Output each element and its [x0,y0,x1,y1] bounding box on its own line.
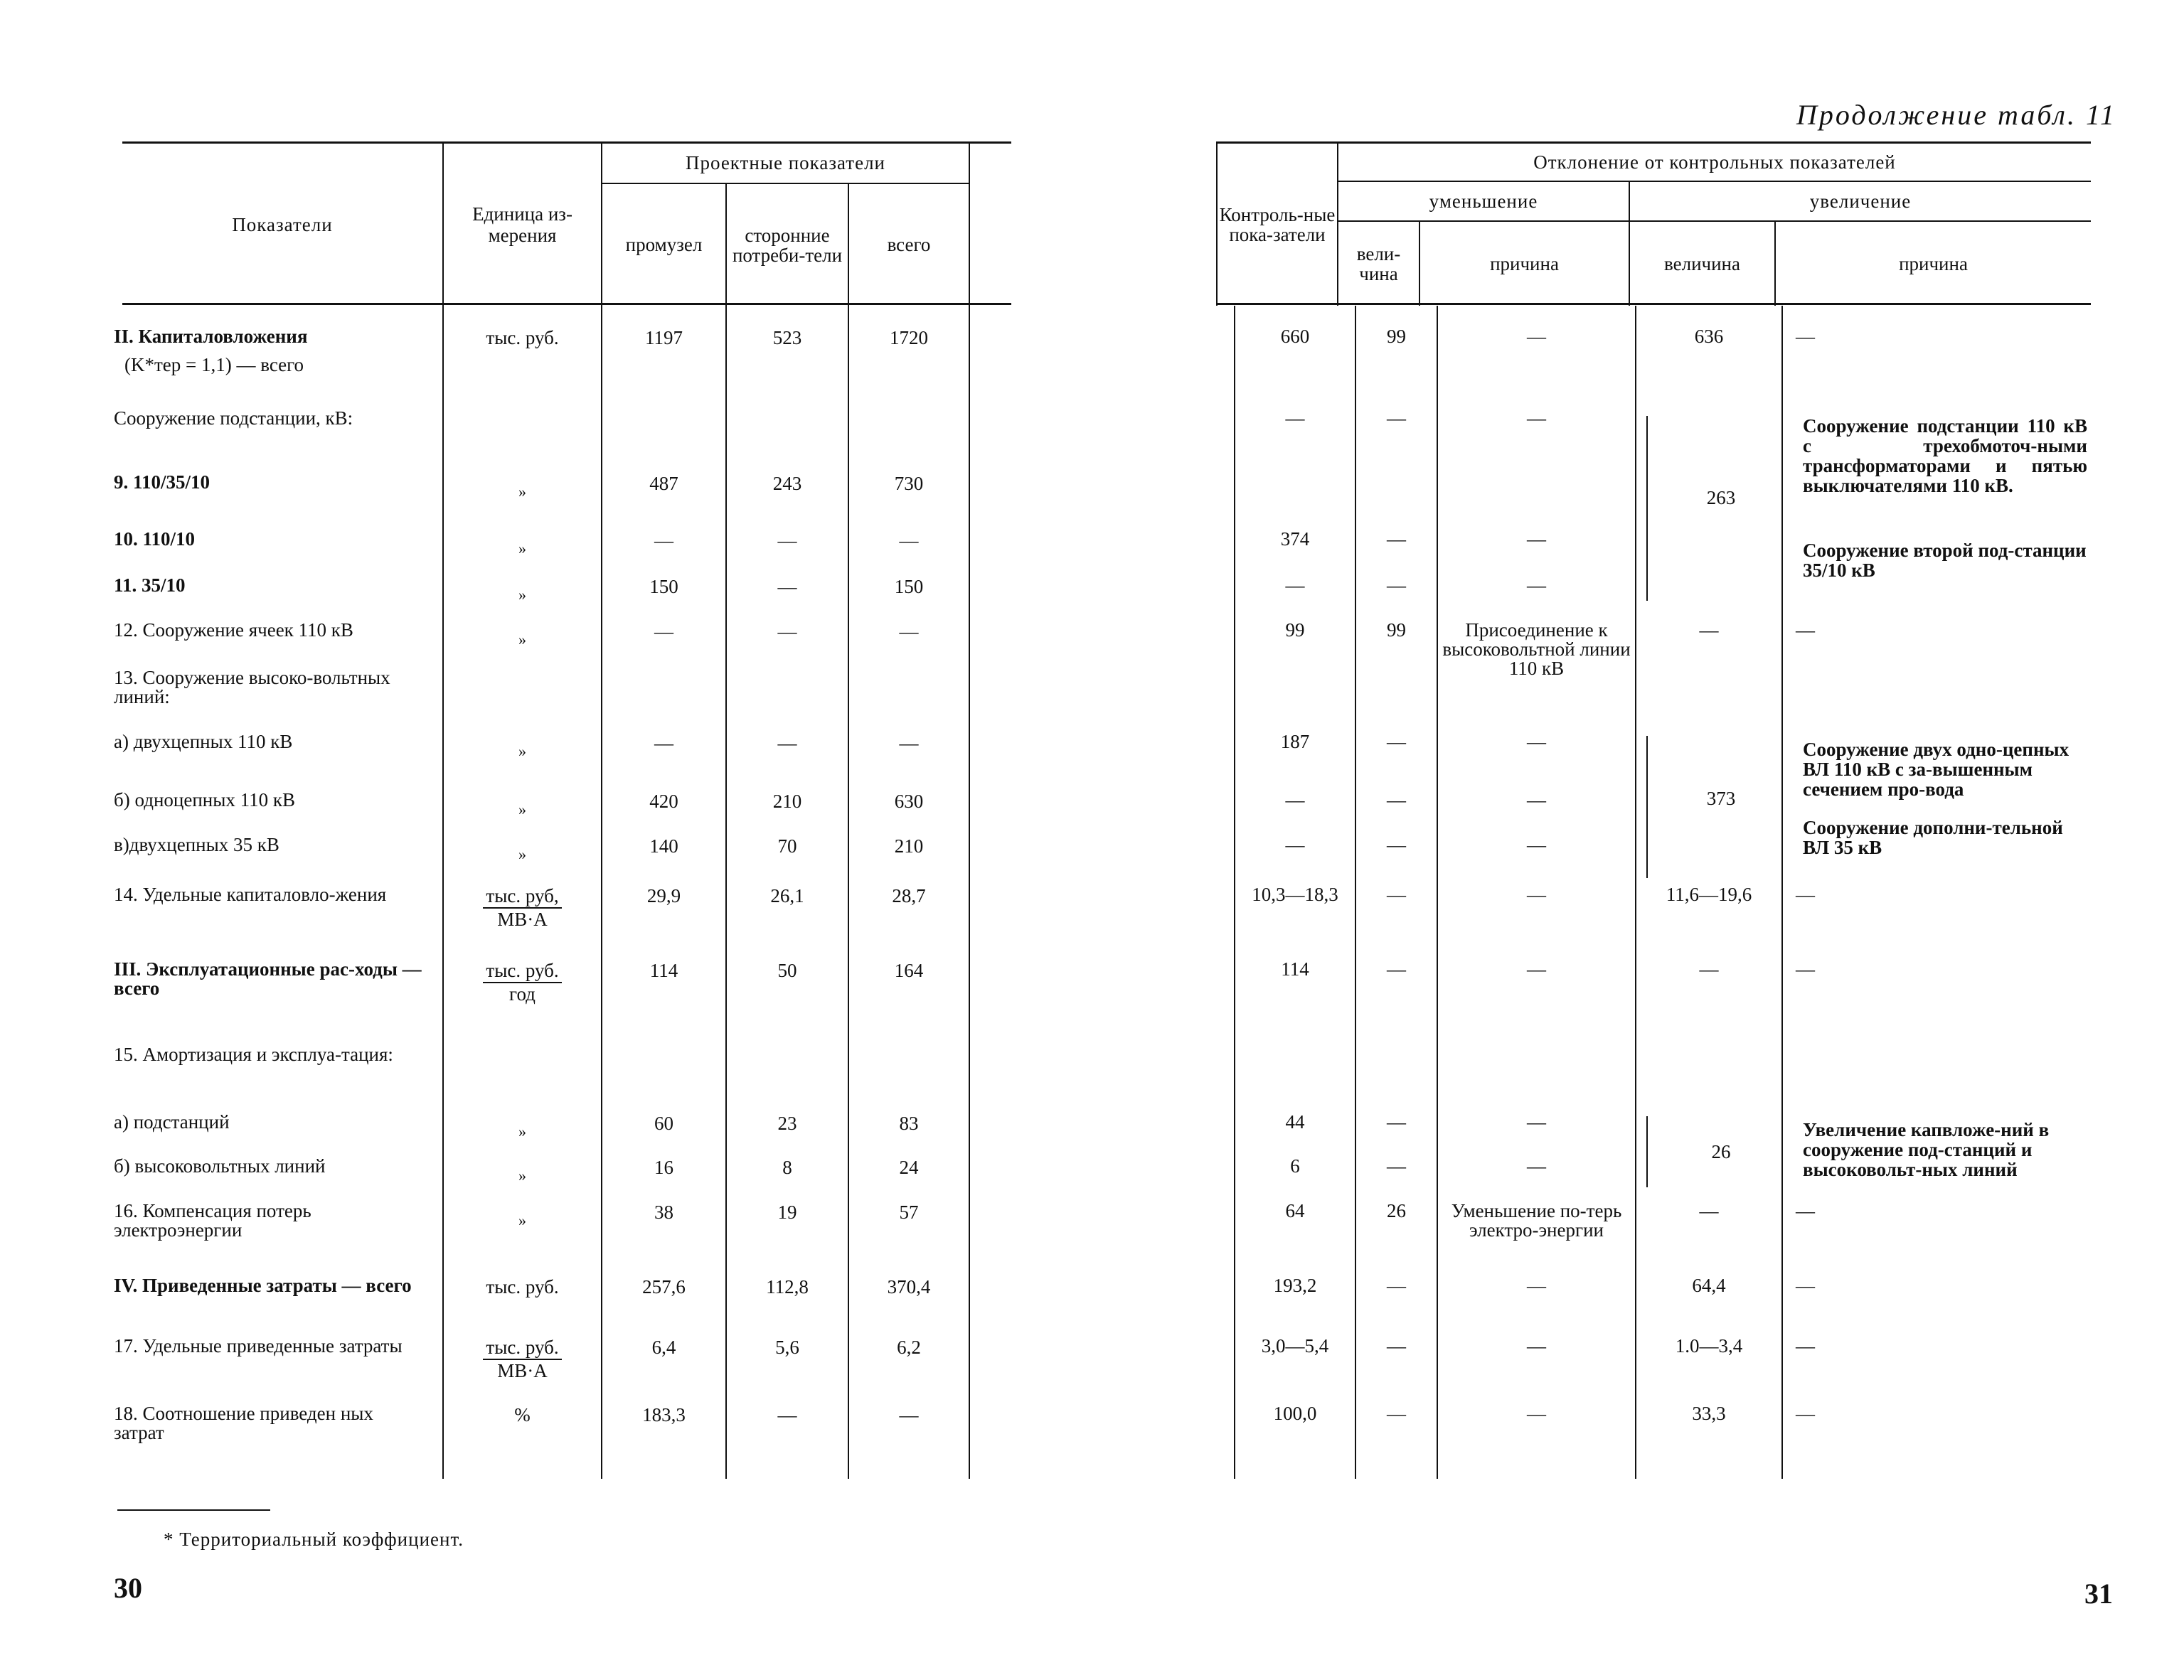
cell-control: 64 [1285,1200,1305,1221]
cell-b: — [777,530,797,551]
cell-dec-reason: — [1527,789,1546,810]
cell-c: — [899,1404,919,1425]
row-label: III. Эксплуатационные рас-ходы — всего [114,958,422,999]
unit-numerator: тыс. руб, [483,885,561,909]
header-reason: причина [1490,252,1559,274]
cell-a: 1197 [645,327,683,348]
header-deviation-group: Отклонение от контрольных показателей [1533,151,1896,173]
cell-inc-val: 64,4 [1692,1275,1726,1296]
cell-c: 28,7 [892,885,926,906]
row-label: 18. Соотношение приведен ных затрат [114,1403,373,1443]
cell-dec-reason: — [1527,1275,1546,1296]
cell-b: — [777,576,797,597]
cell-dec-reason: — [1527,1335,1546,1357]
group-substation-reason-1: Сооружение подстанции 110 кВ с трехобмоточ-ными трансформаторами и пятью выключателями 110 кВ. [1803,415,2087,496]
cell-c: 24 [899,1157,919,1178]
cell-dec-val: — [1387,789,1406,810]
row-unit [444,537,601,559]
header-reason-2: причина [1899,252,1968,274]
unit-text: тыс. руб. [486,1276,559,1298]
cell-inc-reason: — [1796,884,1815,905]
cell-dec-val: — [1387,1275,1406,1296]
cell-inc-reason: — [1796,1403,1815,1424]
cell-dec-val: — [1387,958,1406,980]
cell-c: 370,4 [887,1276,931,1298]
cell-dec-reason: — [1527,326,1546,347]
cell-c: 83 [899,1113,919,1134]
row-label: 10. 110/10 [114,528,196,550]
cell-b: 8 [782,1157,792,1178]
cell-dec-reason: — [1527,574,1546,596]
cell-b: — [777,1404,797,1425]
row-unit [444,885,601,931]
brace-lines [1646,736,1658,878]
page-number-right: 31 [2084,1578,2113,1610]
cell-control: — [1285,834,1305,855]
page-number-left: 30 [114,1572,142,1604]
cell-b: 5,6 [775,1337,799,1358]
cell-inc-val: 1.0—3,4 [1675,1335,1743,1357]
unit-denominator: год [509,983,536,1005]
cell-inc-reason: — [1796,1275,1815,1296]
cell-dec-reason: — [1527,528,1546,550]
cell-inc-reason: — [1796,1200,1815,1221]
cell-inc-reason: — [1796,326,1815,347]
cell-b: 70 [777,835,797,857]
cell-control: — [1285,407,1305,429]
row-label: б) высоковольтных линий [114,1155,326,1177]
cell-c: 6,2 [897,1337,921,1358]
row-label: 12. Сооружение ячеек 110 кВ [114,619,353,641]
cell-dec-val: — [1387,834,1406,855]
row-label: в)двухцепных 35 кВ [114,834,279,855]
cell-control: — [1285,574,1305,596]
cell-control: 114 [1281,958,1309,980]
cell-b: — [777,621,797,642]
cell-dec-val: — [1387,1335,1406,1357]
cell-dec-val: — [1387,407,1406,429]
brace-substation [1646,416,1658,601]
row-label: 17. Удельные приведенные затраты [114,1335,403,1357]
row-label: IV. Приведенные затраты — всего [114,1275,412,1296]
unit-text: » [518,631,526,648]
row-unit [444,1120,601,1142]
cell-inc-reason: — [1796,1335,1815,1357]
group-substation-value: 263 [1706,487,1736,508]
header-total: всего [887,234,931,255]
group-lines-reason-1: Сооружение двух одно-цепных ВЛ 110 кВ с за-вышенным сечением про-вода [1803,739,2070,800]
cell-dec-val: 99 [1387,619,1406,641]
unit-text: » [518,483,526,501]
cell-a: — [654,732,673,754]
header-decrease: уменьшение [1429,190,1538,212]
row-unit [444,327,601,349]
cell-c: 730 [894,473,924,494]
unit-text: » [518,845,526,863]
cell-control: 100,0 [1273,1403,1317,1424]
cell-dec-reason: — [1527,407,1546,429]
cell-dec-val: — [1387,1155,1406,1177]
row-unit [444,842,601,865]
cell-dec-reason: — [1527,1155,1546,1177]
header-promuzel: промузел [625,234,703,255]
cell-dec-reason: — [1527,1111,1546,1133]
cell-dec-val: — [1387,1111,1406,1133]
cell-dec-reason: — [1527,1403,1546,1424]
row-unit [444,1164,601,1186]
cell-control: 660 [1280,326,1310,347]
group-amort-value: 26 [1711,1141,1731,1162]
cell-control: 193,2 [1273,1275,1317,1296]
row-label: II. Капиталовложения [114,326,308,347]
cell-control: 6 [1290,1155,1300,1177]
cell-inc-val: — [1699,958,1719,980]
cell-a: 60 [654,1113,673,1134]
cell-control: 99 [1285,619,1305,641]
continuation-title: Продолжение табл. 11 [1796,99,2116,131]
cell-a: 257,6 [642,1276,686,1298]
cell-b: 26,1 [770,885,804,906]
cell-dec-reason: — [1527,731,1546,752]
cell-dec-reason: — [1527,834,1546,855]
cell-control: 374 [1280,528,1310,550]
cell-inc-reason: — [1796,619,1815,641]
cell-c: 164 [894,960,924,981]
cell-b: 23 [777,1113,797,1134]
cell-control: 10,3—18,3 [1252,884,1338,905]
group-substation-reason-2: Сооружение второй под-станции 35/10 кВ [1803,540,2087,581]
cell-dec-reason: — [1527,884,1546,905]
cell-a: 140 [649,835,678,857]
header-value-short: вели-чина [1356,243,1401,284]
cell-dec-reason: Уменьшение по-терь электро-энергии [1451,1200,1622,1241]
row-unit [444,1276,601,1298]
cell-a: 38 [654,1202,673,1223]
group-lines-value: 373 [1706,788,1736,809]
unit-text: тыс. руб. [486,327,559,348]
cell-b: 50 [777,960,797,981]
header-rule [122,303,1011,305]
header-control: Контроль-ные пока-затели [1219,204,1336,245]
cell-b: 19 [777,1202,797,1223]
cell-c: 1720 [890,327,928,348]
cell-c: — [899,621,919,642]
cell-a: 150 [649,576,678,597]
row-unit [444,1404,601,1426]
footnote: * Территориальный коэффициент. [164,1529,464,1550]
row-label: 15. Амортизация и эксплуа-тация: [114,1044,393,1065]
row-label-2: (K*тер = 1,1) — всего [124,354,304,375]
row-label: 9. 110/35/10 [114,471,211,493]
unit-text: » [518,586,526,604]
cell-a: 183,3 [642,1404,686,1425]
cell-control: 3,0—5,4 [1261,1335,1329,1357]
cell-b: 243 [772,473,802,494]
footnote-rule [117,1509,270,1511]
cell-c: 630 [894,791,924,812]
unit-numerator: тыс. руб. [483,1337,561,1360]
unit-numerator: тыс. руб. [483,960,561,983]
cell-dec-val: — [1387,1403,1406,1424]
cell-control: 187 [1280,731,1310,752]
row-label: 13. Сооружение высоко-вольтных линий: [114,667,390,707]
cell-a: 114 [649,960,678,981]
cell-b: 210 [772,791,802,812]
row-label: 16. Компенсация потерь электроэнергии [114,1200,311,1241]
cell-b: 112,8 [766,1276,809,1298]
cell-inc-val: — [1699,1200,1719,1221]
unit-text: % [514,1404,531,1425]
cell-control: — [1285,789,1305,810]
cell-a: 16 [654,1157,673,1178]
row-unit [444,480,601,502]
row-label: 14. Удельные капиталовло-жения [114,884,387,905]
right-page [1092,0,2184,1680]
unit-text: » [518,742,526,760]
cell-dec-val: 26 [1387,1200,1406,1221]
cell-c: 150 [894,576,924,597]
cell-c: — [899,530,919,551]
cell-c: — [899,732,919,754]
header-increase: увеличение [1809,190,1912,212]
left-table-header [122,144,1011,306]
cell-b: 523 [772,327,802,348]
cell-dec-val: — [1387,574,1406,596]
row-label: б) одноцепных 110 кВ [114,789,295,810]
header-value: величина [1664,252,1740,274]
unit-denominator: МВ·А [497,1360,548,1381]
header-third-party: сторонние потреби-тели [732,224,843,266]
cell-inc-val: 636 [1694,326,1724,347]
cell-dec-val: — [1387,884,1406,905]
cell-dec-val: 99 [1387,326,1406,347]
brace-amort [1646,1116,1658,1187]
cell-a: 420 [649,791,678,812]
unit-text: » [518,801,526,818]
row-label: Сооружение подстанции, кВ: [114,407,353,429]
cell-inc-val: — [1699,619,1719,641]
cell-a: 6,4 [651,1337,676,1358]
row-unit [444,739,601,761]
cell-a: — [654,621,673,642]
cell-a: 487 [649,473,678,494]
header-indicator: Показатели [232,213,333,235]
cell-dec-val: — [1387,528,1406,550]
cell-c: 57 [899,1202,919,1223]
cell-inc-reason: — [1796,958,1815,980]
group-amort-reason: Увеличение капвложе-ний в сооружение под-станций и высоковольт-ных линий [1803,1119,2050,1180]
cell-dec-val: — [1387,731,1406,752]
right-table-header [1216,144,2091,306]
cell-control: 44 [1285,1111,1305,1133]
cell-a: — [654,530,673,551]
row-unit [444,628,601,650]
row-unit [444,960,601,1005]
unit-text: » [518,1167,526,1184]
header-rule-right [1216,303,2091,305]
group-lines-reason-2: Сооружение дополни-тельной ВЛ 35 кВ [1803,817,2063,858]
row-label: 11. 35/10 [114,574,186,596]
cell-inc-val: 11,6—19,6 [1666,884,1752,905]
row-unit [444,798,601,820]
unit-text: » [518,540,526,557]
unit-text: » [518,1211,526,1229]
row-label: а) подстанций [114,1111,230,1133]
row-label: а) двухцепных 110 кВ [114,731,293,752]
unit-denominator: МВ·А [497,909,548,930]
cell-a: 29,9 [646,885,681,906]
cell-c: 210 [894,835,924,857]
unit-text: » [518,1123,526,1140]
header-unit: Единица из-мерения [472,203,572,246]
cell-b: — [777,732,797,754]
header-project-group: Проектные показатели [686,152,885,173]
cell-dec-reason: Присоединение к высоковольтной линии 110 кВ [1442,619,1631,679]
row-unit [444,1209,601,1231]
row-unit [444,1337,601,1382]
cell-dec-reason: — [1527,958,1546,980]
cell-inc-val: 33,3 [1692,1403,1726,1424]
row-unit [444,583,601,605]
